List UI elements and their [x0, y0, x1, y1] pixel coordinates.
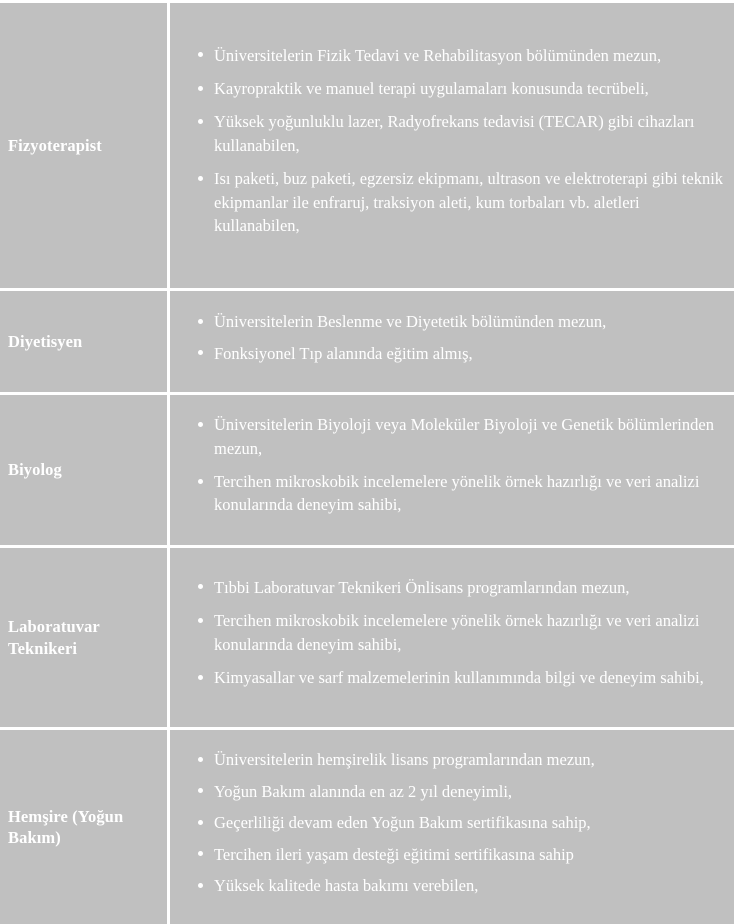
role-cell-hemsire-yogun-bakim	[0, 730, 167, 924]
list-item	[170, 748, 724, 771]
table-row	[0, 395, 734, 545]
bullet-icon	[198, 479, 203, 484]
bullet-icon	[198, 119, 203, 124]
bullet-icon	[198, 319, 203, 324]
bullet-icon	[198, 883, 203, 888]
role-name: Laboratuvar Teknikeri	[8, 617, 100, 658]
list-item	[170, 310, 724, 333]
list-item-text: Fonksiyonel Tıp alanında eğitim almış,	[214, 343, 473, 363]
requirements-cell-diyetisyen	[170, 291, 734, 392]
list-item-text: Üniversitelerin Beslenme ve Diyetetik bölümünden mezun,	[214, 312, 607, 332]
bullet-icon	[198, 675, 203, 680]
list-item-text: Yüksek yoğunluklu lazer, Radyofrekans tedavisi (TECAR) gibi cihazları kullanabilen,	[214, 112, 695, 155]
list-item-text: Kimyasallar ve sarf malzemelerinin kullanımında bilgi ve deneyim sahibi,	[214, 667, 704, 687]
bullet-icon	[198, 86, 203, 91]
requirements-cell-hemsire-yogun-bakim	[170, 730, 734, 924]
list-item	[170, 874, 724, 897]
table-row	[0, 548, 734, 727]
list-item	[170, 666, 724, 689]
bullet-icon	[198, 176, 203, 181]
list-item	[170, 609, 724, 656]
role-name: Hemşire (Yoğun Bakım)	[8, 806, 124, 847]
table-row	[0, 730, 734, 924]
role-cell-laboratuvar-teknikeri	[0, 548, 167, 727]
requirements-list	[170, 44, 724, 248]
list-item	[170, 44, 724, 67]
table-row	[0, 291, 734, 392]
list-item	[170, 811, 724, 834]
list-item-text: Tercihen mikroskobik incelemelere yönelik örnek hazırlığı ve veri analizi konularında deneyim sahibi,	[214, 472, 700, 515]
table-row	[0, 3, 734, 288]
list-item-text: Üniversitelerin hemşirelik lisans programlarından mezun,	[214, 750, 595, 770]
list-item-text: Yüksek kalitede hasta bakımı verebilen,	[214, 876, 479, 896]
list-item-text: Tıbbi Laboratuvar Teknikeri Önlisans programlarından mezun,	[214, 577, 630, 597]
bullet-icon	[198, 788, 203, 793]
role-name: Diyetisyen	[8, 331, 83, 351]
list-item	[170, 110, 724, 157]
bullet-icon	[198, 584, 203, 589]
bullet-icon	[198, 618, 203, 623]
list-item	[170, 342, 724, 365]
role-cell-fizyoterapist	[0, 3, 167, 288]
list-item-text: Isı paketi, buz paketi, egzersiz ekipmanı, ultrason ve elektroterapi gibi teknik ekipmanlar ile enfraruj, traksiyon aleti, kum torbaları vb. aletleri kullanabilen,	[214, 169, 724, 236]
role-cell-biyolog	[0, 395, 167, 545]
list-item	[170, 470, 724, 517]
bullet-icon	[198, 757, 203, 762]
list-item-text: Tercihen mikroskobik incelemelere yönelik örnek hazırlığı ve veri analizi konularında deneyim sahibi,	[214, 611, 700, 654]
list-item-text: Yoğun Bakım alanında en az 2 yıl deneyimli,	[214, 781, 513, 801]
list-item	[170, 77, 724, 100]
role-name: Biyolog	[8, 460, 62, 480]
list-item	[170, 167, 724, 237]
requirements-list	[170, 310, 724, 373]
list-item-text: Kayropraktik ve manuel terapi uygulamaları konusunda tecrübeli,	[214, 78, 649, 98]
bullet-icon	[198, 422, 203, 427]
role-cell-diyetisyen	[0, 291, 167, 392]
bullet-icon	[198, 52, 203, 57]
bullet-icon	[198, 820, 203, 825]
requirements-cell-biyolog	[170, 395, 734, 545]
list-item	[170, 780, 724, 803]
list-item-text: Üniversitelerin Biyoloji veya Moleküler Biyoloji ve Genetik bölümlerinden mezun,	[214, 415, 714, 458]
list-item-text: Geçerliliği devam eden Yoğun Bakım sertifikasına sahip,	[214, 813, 591, 833]
list-item	[170, 413, 724, 460]
bullet-icon	[198, 350, 203, 355]
list-item-text: Tercihen ileri yaşam desteği eğitimi sertifikasına sahip	[214, 844, 574, 864]
role-name: Fizyoterapist	[8, 135, 102, 155]
list-item-text: Üniversitelerin Fizik Tedavi ve Rehabilitasyon bölümünden mezun,	[214, 45, 662, 65]
requirements-list	[170, 413, 724, 527]
requirements-list	[170, 748, 724, 905]
list-item	[170, 843, 724, 866]
list-item	[170, 576, 724, 599]
bullet-icon	[198, 851, 203, 856]
requirements-cell-fizyoterapist	[170, 3, 734, 288]
requirements-list	[170, 576, 724, 700]
requirements-cell-laboratuvar-teknikeri	[170, 548, 734, 727]
